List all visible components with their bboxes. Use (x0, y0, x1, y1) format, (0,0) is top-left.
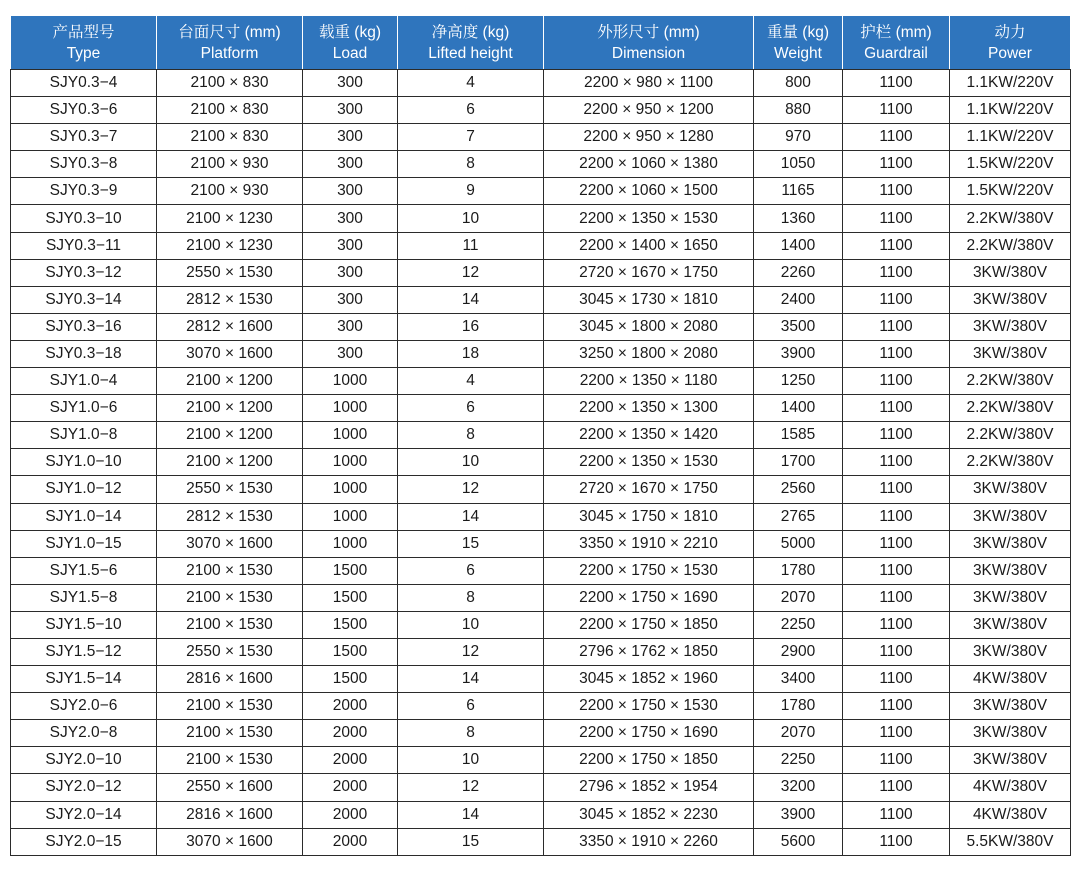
cell-power: 2.2KW/380V (950, 422, 1071, 449)
cell-power: 2.2KW/380V (950, 205, 1071, 232)
cell-dimension: 3250 × 1800 × 2080 (544, 340, 754, 367)
cell-lifted-height: 18 (398, 340, 544, 367)
cell-type: SJY1.0−14 (11, 503, 157, 530)
cell-type: SJY1.0−4 (11, 368, 157, 395)
cell-dimension: 2200 × 1750 × 1530 (544, 557, 754, 584)
spec-table (10, 15, 1071, 856)
cell-power: 3KW/380V (950, 340, 1071, 367)
table-row (11, 557, 1071, 584)
cell-lifted-height: 4 (398, 368, 544, 395)
cell-guardrail: 1100 (843, 503, 950, 530)
cell-guardrail: 1100 (843, 747, 950, 774)
cell-platform: 2100 × 1530 (157, 557, 303, 584)
cell-load: 1500 (303, 666, 398, 693)
header-platform-en: Platform (200, 44, 259, 62)
cell-weight: 3200 (754, 774, 843, 801)
cell-platform: 2100 × 1200 (157, 368, 303, 395)
cell-guardrail: 1100 (843, 611, 950, 638)
cell-weight: 880 (754, 97, 843, 124)
cell-dimension: 2200 × 1400 × 1650 (544, 232, 754, 259)
cell-platform: 2550 × 1530 (157, 638, 303, 665)
cell-platform: 3070 × 1600 (157, 530, 303, 557)
cell-lifted-height: 10 (398, 611, 544, 638)
table-row (11, 720, 1071, 747)
cell-weight: 5000 (754, 530, 843, 557)
header-guardrail-zh: 护栏 (mm) (860, 23, 932, 41)
cell-type: SJY0.3−8 (11, 151, 157, 178)
table-row (11, 476, 1071, 503)
cell-lifted-height: 16 (398, 313, 544, 340)
cell-lifted-height: 15 (398, 828, 544, 855)
cell-dimension: 2200 × 950 × 1200 (544, 97, 754, 124)
cell-guardrail: 1100 (843, 70, 950, 97)
cell-power: 4KW/380V (950, 666, 1071, 693)
cell-platform: 2812 × 1530 (157, 503, 303, 530)
cell-dimension: 2200 × 1350 × 1530 (544, 205, 754, 232)
table-row (11, 151, 1071, 178)
header-weight-zh: 重量 (kg) (766, 23, 829, 41)
cell-weight: 2260 (754, 259, 843, 286)
cell-power: 3KW/380V (950, 584, 1071, 611)
cell-guardrail: 1100 (843, 124, 950, 151)
cell-type: SJY0.3−4 (11, 70, 157, 97)
cell-power: 2.2KW/380V (950, 449, 1071, 476)
cell-weight: 2250 (754, 747, 843, 774)
cell-platform: 2100 × 1200 (157, 449, 303, 476)
table-row (11, 828, 1071, 855)
header-guardrail-en: Guardrail (864, 44, 928, 62)
header-type (11, 16, 157, 70)
cell-guardrail: 1100 (843, 693, 950, 720)
cell-weight: 2560 (754, 476, 843, 503)
cell-weight: 2070 (754, 584, 843, 611)
cell-guardrail: 1100 (843, 340, 950, 367)
cell-type: SJY1.0−8 (11, 422, 157, 449)
cell-weight: 1700 (754, 449, 843, 476)
cell-lifted-height: 15 (398, 530, 544, 557)
cell-load: 300 (303, 259, 398, 286)
cell-load: 2000 (303, 747, 398, 774)
cell-platform: 2812 × 1530 (157, 286, 303, 313)
cell-type: SJY0.3−11 (11, 232, 157, 259)
header-platform (157, 16, 303, 70)
cell-platform: 2812 × 1600 (157, 313, 303, 340)
cell-lifted-height: 8 (398, 584, 544, 611)
cell-guardrail: 1100 (843, 97, 950, 124)
table-row (11, 259, 1071, 286)
cell-type: SJY2.0−10 (11, 747, 157, 774)
table-row (11, 503, 1071, 530)
cell-power: 3KW/380V (950, 611, 1071, 638)
cell-type: SJY1.5−10 (11, 611, 157, 638)
cell-power: 3KW/380V (950, 693, 1071, 720)
cell-power: 1.5KW/220V (950, 151, 1071, 178)
cell-load: 2000 (303, 720, 398, 747)
cell-dimension: 2200 × 1750 × 1850 (544, 611, 754, 638)
cell-type: SJY1.0−6 (11, 395, 157, 422)
cell-load: 1500 (303, 584, 398, 611)
cell-weight: 1400 (754, 232, 843, 259)
cell-type: SJY1.0−12 (11, 476, 157, 503)
cell-load: 300 (303, 340, 398, 367)
cell-dimension: 2796 × 1852 × 1954 (544, 774, 754, 801)
cell-lifted-height: 7 (398, 124, 544, 151)
table-body (11, 70, 1071, 856)
header-lifted-height-en: Lifted height (428, 44, 513, 62)
cell-guardrail: 1100 (843, 801, 950, 828)
cell-lifted-height: 10 (398, 449, 544, 476)
cell-dimension: 3350 × 1910 × 2260 (544, 828, 754, 855)
cell-type: SJY1.0−10 (11, 449, 157, 476)
cell-load: 300 (303, 97, 398, 124)
cell-dimension: 3045 × 1750 × 1810 (544, 503, 754, 530)
cell-load: 2000 (303, 774, 398, 801)
cell-weight: 1400 (754, 395, 843, 422)
cell-lifted-height: 6 (398, 395, 544, 422)
cell-power: 3KW/380V (950, 530, 1071, 557)
cell-lifted-height: 10 (398, 205, 544, 232)
cell-weight: 2400 (754, 286, 843, 313)
cell-weight: 3400 (754, 666, 843, 693)
cell-load: 300 (303, 286, 398, 313)
cell-guardrail: 1100 (843, 422, 950, 449)
cell-power: 1.1KW/220V (950, 70, 1071, 97)
cell-weight: 2900 (754, 638, 843, 665)
cell-guardrail: 1100 (843, 828, 950, 855)
cell-power: 3KW/380V (950, 313, 1071, 340)
cell-dimension: 2200 × 1750 × 1850 (544, 747, 754, 774)
cell-lifted-height: 6 (398, 693, 544, 720)
cell-lifted-height: 12 (398, 476, 544, 503)
cell-platform: 3070 × 1600 (157, 340, 303, 367)
cell-guardrail: 1100 (843, 774, 950, 801)
cell-load: 300 (303, 151, 398, 178)
cell-weight: 1360 (754, 205, 843, 232)
cell-type: SJY0.3−12 (11, 259, 157, 286)
cell-weight: 5600 (754, 828, 843, 855)
cell-power: 3KW/380V (950, 286, 1071, 313)
header-type-zh: 产品型号 (52, 23, 115, 41)
header-row (11, 16, 1071, 70)
table-row (11, 205, 1071, 232)
cell-guardrail: 1100 (843, 557, 950, 584)
cell-type: SJY0.3−16 (11, 313, 157, 340)
cell-guardrail: 1100 (843, 313, 950, 340)
cell-power: 2.2KW/380V (950, 232, 1071, 259)
cell-lifted-height: 12 (398, 259, 544, 286)
cell-platform: 2100 × 1530 (157, 584, 303, 611)
cell-load: 1000 (303, 530, 398, 557)
cell-lifted-height: 8 (398, 720, 544, 747)
header-platform-zh: 台面尺寸 (mm) (178, 23, 281, 41)
cell-weight: 2070 (754, 720, 843, 747)
cell-lifted-height: 9 (398, 178, 544, 205)
header-weight-en: Weight (774, 44, 822, 62)
header-dimension-zh: 外形尺寸 (mm) (597, 23, 700, 41)
cell-type: SJY1.5−6 (11, 557, 157, 584)
table-row (11, 584, 1071, 611)
cell-lifted-height: 4 (398, 70, 544, 97)
cell-load: 300 (303, 124, 398, 151)
cell-type: SJY2.0−6 (11, 693, 157, 720)
cell-weight: 3500 (754, 313, 843, 340)
cell-guardrail: 1100 (843, 286, 950, 313)
cell-dimension: 2200 × 1750 × 1690 (544, 584, 754, 611)
cell-weight: 2250 (754, 611, 843, 638)
cell-load: 1500 (303, 557, 398, 584)
cell-guardrail: 1100 (843, 259, 950, 286)
cell-power: 3KW/380V (950, 720, 1071, 747)
cell-platform: 2100 × 1530 (157, 720, 303, 747)
cell-power: 2.2KW/380V (950, 395, 1071, 422)
cell-type: SJY2.0−14 (11, 801, 157, 828)
cell-platform: 2100 × 930 (157, 151, 303, 178)
cell-lifted-height: 8 (398, 151, 544, 178)
cell-weight: 2765 (754, 503, 843, 530)
cell-type: SJY0.3−18 (11, 340, 157, 367)
header-power-en: Power (988, 44, 1032, 62)
cell-lifted-height: 12 (398, 774, 544, 801)
header-load-en: Load (332, 44, 368, 62)
table-row (11, 178, 1071, 205)
cell-guardrail: 1100 (843, 151, 950, 178)
cell-platform: 2100 × 1200 (157, 422, 303, 449)
cell-type: SJY2.0−12 (11, 774, 157, 801)
cell-platform: 2100 × 830 (157, 97, 303, 124)
table-row (11, 638, 1071, 665)
cell-dimension: 3045 × 1852 × 1960 (544, 666, 754, 693)
cell-load: 300 (303, 232, 398, 259)
cell-guardrail: 1100 (843, 205, 950, 232)
table-row (11, 368, 1071, 395)
cell-guardrail: 1100 (843, 232, 950, 259)
cell-load: 300 (303, 313, 398, 340)
cell-guardrail: 1100 (843, 666, 950, 693)
cell-platform: 2100 × 1230 (157, 205, 303, 232)
cell-type: SJY2.0−15 (11, 828, 157, 855)
cell-load: 1500 (303, 611, 398, 638)
cell-lifted-height: 8 (398, 422, 544, 449)
cell-dimension: 2720 × 1670 × 1750 (544, 476, 754, 503)
cell-dimension: 2200 × 1750 × 1530 (544, 693, 754, 720)
cell-load: 2000 (303, 693, 398, 720)
cell-dimension: 2200 × 1350 × 1300 (544, 395, 754, 422)
cell-power: 3KW/380V (950, 747, 1071, 774)
header-power-zh: 动力 (994, 23, 1026, 41)
table-row (11, 422, 1071, 449)
cell-lifted-height: 14 (398, 666, 544, 693)
cell-type: SJY2.0−8 (11, 720, 157, 747)
cell-power: 4KW/380V (950, 801, 1071, 828)
header-lifted-height (398, 16, 544, 70)
cell-power: 5.5KW/380V (950, 828, 1071, 855)
cell-type: SJY0.3−10 (11, 205, 157, 232)
header-power (950, 16, 1071, 70)
cell-power: 1.1KW/220V (950, 124, 1071, 151)
cell-type: SJY1.5−14 (11, 666, 157, 693)
cell-load: 1000 (303, 449, 398, 476)
table-row (11, 313, 1071, 340)
cell-power: 3KW/380V (950, 503, 1071, 530)
cell-type: SJY0.3−9 (11, 178, 157, 205)
cell-load: 1000 (303, 368, 398, 395)
cell-lifted-height: 10 (398, 747, 544, 774)
cell-guardrail: 1100 (843, 178, 950, 205)
cell-dimension: 3350 × 1910 × 2210 (544, 530, 754, 557)
cell-dimension: 2200 × 1060 × 1380 (544, 151, 754, 178)
cell-guardrail: 1100 (843, 476, 950, 503)
table-row (11, 449, 1071, 476)
table-row (11, 747, 1071, 774)
cell-type: SJY0.3−6 (11, 97, 157, 124)
table-row (11, 774, 1071, 801)
cell-lifted-height: 11 (398, 232, 544, 259)
cell-platform: 2100 × 1530 (157, 693, 303, 720)
cell-weight: 1780 (754, 557, 843, 584)
cell-dimension: 2200 × 1060 × 1500 (544, 178, 754, 205)
cell-dimension: 2796 × 1762 × 1850 (544, 638, 754, 665)
cell-platform: 2550 × 1530 (157, 476, 303, 503)
cell-weight: 970 (754, 124, 843, 151)
cell-power: 4KW/380V (950, 774, 1071, 801)
cell-platform: 2550 × 1600 (157, 774, 303, 801)
cell-type: SJY0.3−14 (11, 286, 157, 313)
cell-platform: 2100 × 1200 (157, 395, 303, 422)
table-row (11, 693, 1071, 720)
cell-weight: 1585 (754, 422, 843, 449)
cell-power: 3KW/380V (950, 476, 1071, 503)
table-row (11, 232, 1071, 259)
cell-platform: 2100 × 1530 (157, 747, 303, 774)
cell-power: 3KW/380V (950, 557, 1071, 584)
cell-dimension: 3045 × 1730 × 1810 (544, 286, 754, 313)
cell-lifted-height: 14 (398, 503, 544, 530)
cell-dimension: 2200 × 1350 × 1530 (544, 449, 754, 476)
cell-dimension: 2200 × 1750 × 1690 (544, 720, 754, 747)
header-lifted-height-zh: 净高度 (kg) (431, 23, 510, 41)
cell-platform: 3070 × 1600 (157, 828, 303, 855)
cell-weight: 3900 (754, 801, 843, 828)
cell-dimension: 2200 × 950 × 1280 (544, 124, 754, 151)
cell-load: 1000 (303, 422, 398, 449)
cell-load: 1000 (303, 503, 398, 530)
cell-weight: 3900 (754, 340, 843, 367)
cell-load: 2000 (303, 801, 398, 828)
cell-load: 1000 (303, 395, 398, 422)
header-weight (754, 16, 843, 70)
cell-power: 1.1KW/220V (950, 97, 1071, 124)
cell-platform: 2100 × 1230 (157, 232, 303, 259)
cell-type: SJY1.0−15 (11, 530, 157, 557)
cell-power: 2.2KW/380V (950, 368, 1071, 395)
cell-type: SJY1.5−12 (11, 638, 157, 665)
cell-type: SJY1.5−8 (11, 584, 157, 611)
cell-lifted-height: 14 (398, 286, 544, 313)
cell-load: 1500 (303, 638, 398, 665)
table-row (11, 286, 1071, 313)
cell-weight: 1050 (754, 151, 843, 178)
header-type-en: Type (66, 44, 101, 62)
cell-guardrail: 1100 (843, 449, 950, 476)
header-dimension-en: Dimension (611, 44, 686, 62)
cell-platform: 2816 × 1600 (157, 801, 303, 828)
table-row (11, 666, 1071, 693)
cell-platform: 2100 × 1530 (157, 611, 303, 638)
cell-guardrail: 1100 (843, 638, 950, 665)
cell-dimension: 3045 × 1800 × 2080 (544, 313, 754, 340)
table-row (11, 611, 1071, 638)
cell-weight: 1165 (754, 178, 843, 205)
cell-guardrail: 1100 (843, 530, 950, 557)
header-guardrail (843, 16, 950, 70)
cell-load: 300 (303, 178, 398, 205)
header-load-zh: 载重 (kg) (318, 23, 381, 41)
table-row (11, 340, 1071, 367)
cell-power: 3KW/380V (950, 259, 1071, 286)
cell-platform: 2550 × 1530 (157, 259, 303, 286)
cell-load: 1000 (303, 476, 398, 503)
cell-lifted-height: 12 (398, 638, 544, 665)
cell-platform: 2100 × 830 (157, 124, 303, 151)
cell-load: 300 (303, 205, 398, 232)
cell-lifted-height: 6 (398, 557, 544, 584)
cell-lifted-height: 14 (398, 801, 544, 828)
cell-platform: 2816 × 1600 (157, 666, 303, 693)
table-row (11, 801, 1071, 828)
table-row (11, 395, 1071, 422)
table-row (11, 530, 1071, 557)
cell-guardrail: 1100 (843, 720, 950, 747)
cell-dimension: 2720 × 1670 × 1750 (544, 259, 754, 286)
cell-dimension: 3045 × 1852 × 2230 (544, 801, 754, 828)
header-load (303, 16, 398, 70)
cell-power: 1.5KW/220V (950, 178, 1071, 205)
table-row (11, 97, 1071, 124)
table-row (11, 124, 1071, 151)
cell-dimension: 2200 × 980 × 1100 (544, 70, 754, 97)
table-row (11, 70, 1071, 97)
cell-weight: 800 (754, 70, 843, 97)
cell-load: 300 (303, 70, 398, 97)
header-dimension (544, 16, 754, 70)
cell-guardrail: 1100 (843, 584, 950, 611)
cell-guardrail: 1100 (843, 368, 950, 395)
cell-weight: 1250 (754, 368, 843, 395)
cell-lifted-height: 6 (398, 97, 544, 124)
cell-power: 3KW/380V (950, 638, 1071, 665)
cell-type: SJY0.3−7 (11, 124, 157, 151)
cell-platform: 2100 × 830 (157, 70, 303, 97)
cell-dimension: 2200 × 1350 × 1420 (544, 422, 754, 449)
cell-platform: 2100 × 930 (157, 178, 303, 205)
cell-guardrail: 1100 (843, 395, 950, 422)
cell-weight: 1780 (754, 693, 843, 720)
cell-load: 2000 (303, 828, 398, 855)
cell-dimension: 2200 × 1350 × 1180 (544, 368, 754, 395)
